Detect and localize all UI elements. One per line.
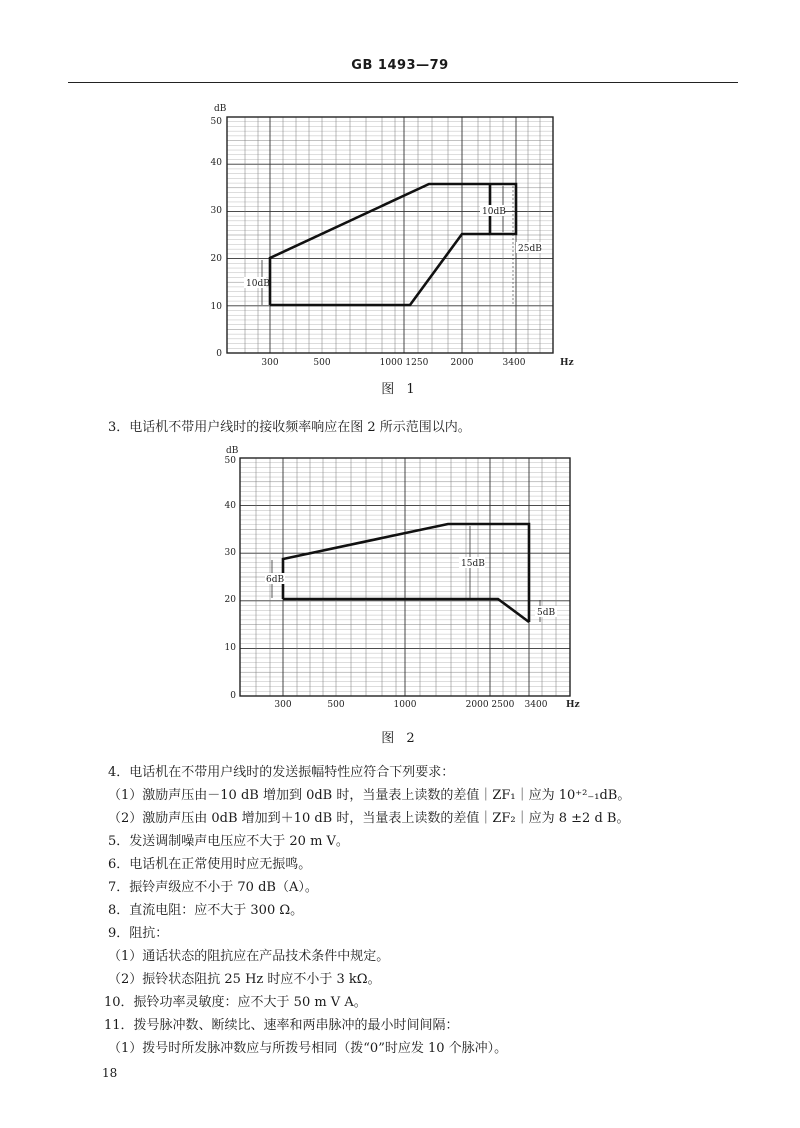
figure-1-y-tick: 30 — [210, 206, 222, 216]
figure-2-x-tick: 500 — [327, 700, 345, 710]
header-rule — [68, 82, 738, 83]
figure-2-x-tick: 1000 — [393, 700, 417, 710]
figure-2-y-unit: dB — [226, 446, 239, 456]
figure-1-annotation: 10dB — [246, 279, 270, 289]
paragraph-item-5: 5．发送调制噪声电压应不大于 20 m V。 — [108, 834, 349, 849]
figure-2-x-tick: 300 — [274, 700, 292, 710]
figure-2-x-tick: 2000 2500 — [465, 700, 515, 710]
figure-2-upper-limit-line — [283, 524, 529, 622]
paragraph-item-4-2: （2）激励声压由 0dB 增加到＋10 dB 时，当量表上读数的差值｜ZF₂｜应为 8 ±2 d B。 — [108, 811, 630, 826]
figure-1-x-tick: 1000 1250 — [379, 358, 429, 368]
figure-1-x-tick: 300 — [261, 358, 279, 368]
paragraph-item-11-1: （1）拨号时所发脉冲数应与所拨号相同（拨“0”时应发 10 个脉冲）。 — [108, 1041, 508, 1056]
figure-2-y-tick: 10 — [224, 643, 236, 653]
figure-1-annotation: 25dB — [518, 244, 542, 254]
paragraph-item-8: 8．直流电阻：应不大于 300 Ω。 — [108, 903, 304, 918]
figure-1-x-tick: 3400 — [502, 358, 526, 368]
figure-2-y-tick: 50 — [224, 456, 236, 466]
figure-1-x-tick: 2000 — [450, 358, 474, 368]
figure-1-x-unit: Hz — [560, 358, 574, 368]
standard-code: GB 1493—79 — [351, 58, 449, 73]
figure-1-lower-limit-line — [270, 234, 490, 305]
figure-2-y-tick: 40 — [224, 501, 236, 511]
figure-1-annotation: 10dB — [482, 207, 506, 217]
figure-1-y-tick: 20 — [210, 254, 222, 264]
figure-1-caption: 图 1 — [381, 382, 419, 397]
paragraph-item-6: 6．电话机在正常使用时应无振鸣。 — [108, 857, 312, 872]
paragraph-item-10: 10．振铃功率灵敏度：应不大于 50 m V A。 — [104, 995, 367, 1010]
figure-2-y-tick: 0 — [230, 691, 236, 701]
figure-2-x-tick: 3400 — [524, 700, 548, 710]
figure-1-y-tick: 40 — [210, 158, 222, 168]
figure-1-y-tick: 50 — [210, 117, 222, 127]
figure-2-chart — [0, 440, 800, 720]
paragraph-item-9-1: （1）通话状态的阻抗应在产品技术条件中规定。 — [108, 949, 390, 964]
paragraph-item-9-2: （2）振铃状态阻抗 25 Hz 时应不小于 3 kΩ。 — [108, 972, 381, 987]
paragraph-item-4: 4．电话机在不带用户线时的发送振幅特性应符合下列要求： — [108, 765, 455, 780]
figure-2-x-unit: Hz — [566, 700, 580, 710]
figure-1-x-tick: 500 — [313, 358, 331, 368]
paragraph-item-11: 11．拨号脉冲数、断续比、速率和两串脉冲的最小时间间隔： — [104, 1018, 459, 1033]
page-number: 18 — [102, 1066, 118, 1080]
figure-2-caption: 图 2 — [381, 731, 419, 746]
paragraph-item-3: 3．电话机不带用户线时的接收频率响应在图 2 所示范围以内。 — [108, 420, 471, 435]
paragraph-item-4-1: （1）激励声压由－10 dB 增加到 0dB 时，当量表上读数的差值｜ZF₁｜应为 10⁺²₋₁dB。 — [108, 788, 631, 803]
figure-2-y-tick: 30 — [224, 548, 236, 558]
figure-1-y-tick: 0 — [216, 349, 222, 359]
figure-1-y-unit: dB — [214, 104, 227, 114]
figure-2-annotation: 15dB — [461, 559, 485, 569]
figure-1-chart — [0, 100, 800, 380]
figure-2-annotation: 5dB — [537, 608, 556, 618]
figure-2-annotation: 6dB — [266, 575, 285, 585]
figure-2-grid — [240, 458, 570, 696]
paragraph-item-7: 7．振铃声级应不小于 70 dB（A）。 — [108, 880, 318, 895]
figure-2-y-tick: 20 — [224, 595, 236, 605]
paragraph-item-9: 9．阻抗： — [108, 926, 169, 941]
figure-1-y-tick: 10 — [210, 302, 222, 312]
